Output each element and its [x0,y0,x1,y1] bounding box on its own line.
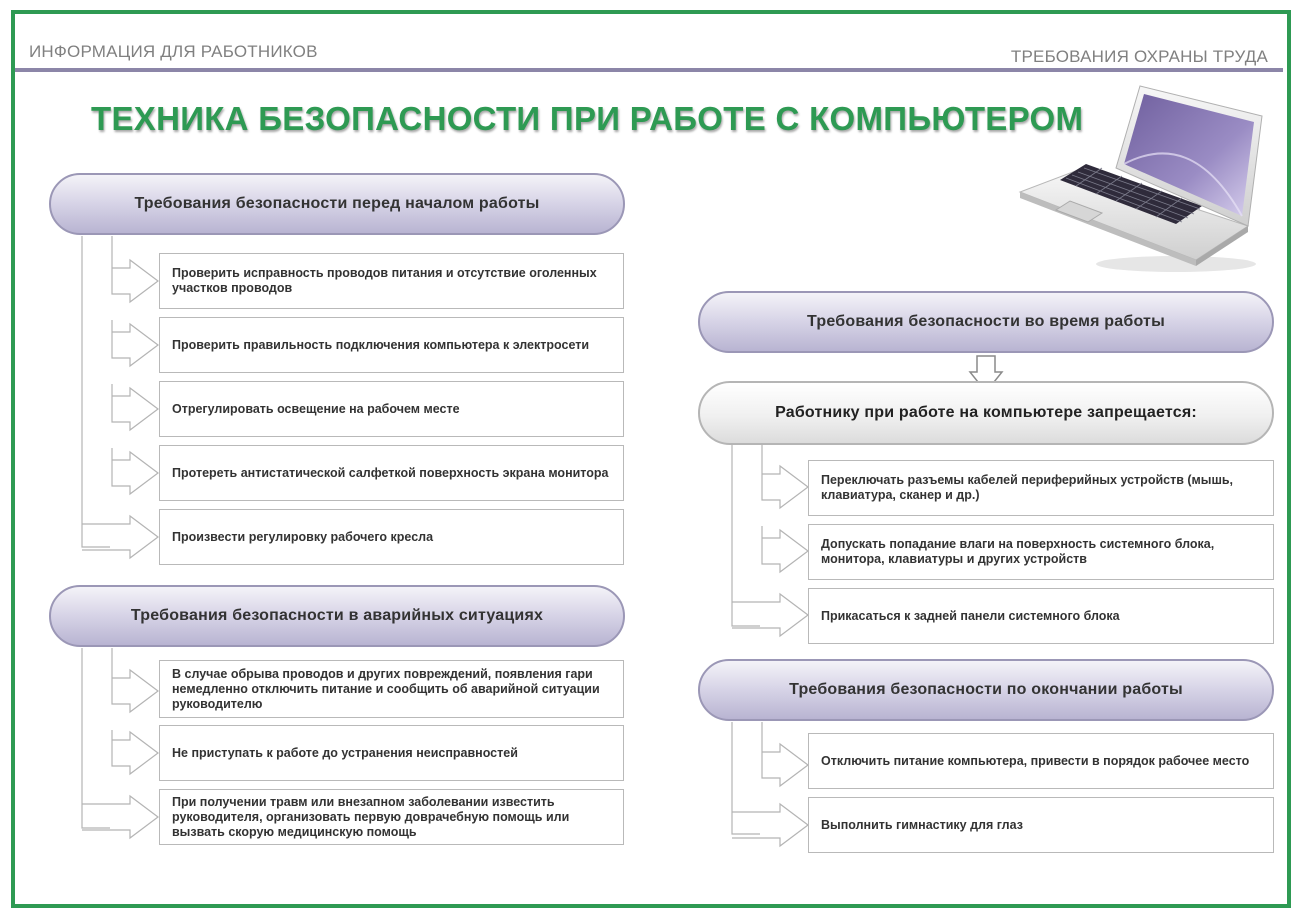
header-left: ИНФОРМАЦИЯ ДЛЯ РАБОТНИКОВ [29,42,318,61]
connector-arrow [112,384,158,430]
connector-arrow [732,804,808,846]
heading-after-work: Требования безопасности по окончании работы [698,659,1274,721]
connector-arrow [762,526,808,572]
connector-during-trunk [732,444,760,626]
connector-emergency-trunk [82,648,110,828]
connector-after-trunk [732,722,760,834]
connector-arrow [762,722,808,786]
connector-arrow [112,320,158,366]
subheading-forbidden: Работнику при работе на компьютере запрещается: [698,381,1274,445]
emergency-item-1: В случае обрыва проводов и других повреждений, появления гари немедленно отключить питание и сообщить об аварийной ситуации руководителю [159,660,624,718]
connector-arrow [82,516,158,558]
header-right: ТРЕБОВАНИЯ ОХРАНЫ ТРУДА [1010,47,1268,66]
connector-arrow [762,444,808,508]
before-item-1: Проверить исправность проводов питания и отсутствие оголенных участков проводов [159,253,624,309]
emergency-item-2: Не приступать к работе до устранения неисправностей [159,725,624,781]
forbidden-item-3: Прикасаться к задней панели системного блока [808,588,1274,644]
after-item-2: Выполнить гимнастику для глаз [808,797,1274,853]
emergency-item-3: При получении травм или внезапном заболевании известить руководителя, организовать первую доврачебную помощь или вызвать скорую медицинскую помощь [159,789,624,845]
connector-arrow [112,236,158,302]
connector-arrow [82,796,158,838]
page-title: ТЕХНИКА БЕЗОПАСНОСТИ ПРИ РАБОТЕ С КОМПЬЮТЕРОМ [91,100,1084,137]
heading-before-work: Требования безопасности перед началом работы [49,173,625,235]
before-item-3: Отрегулировать освещение на рабочем месте [159,381,624,437]
connector-arrow [112,648,158,712]
connector-arrow [112,730,158,774]
connector-arrow [112,448,158,494]
after-item-1: Отключить питание компьютера, привести в порядок рабочее место [808,733,1274,789]
heading-emergency: Требования безопасности в аварийных ситуациях [49,585,625,647]
forbidden-item-1: Переключать разъемы кабелей периферийных устройств (мышь, клавиатура, сканер и др.) [808,460,1274,516]
heading-during-work: Требования безопасности во время работы [698,291,1274,353]
before-item-5: Произвести регулировку рабочего кресла [159,509,624,565]
forbidden-item-2: Допускать попадание влаги на поверхность системного блока, монитора, клавиатуры и других устройств [808,524,1274,580]
before-item-4: Протереть антистатической салфеткой поверхность экрана монитора [159,445,624,501]
before-item-2: Проверить правильность подключения компьютера к электросети [159,317,624,373]
connector-before-trunk [82,236,110,547]
connector-arrow [732,594,808,636]
